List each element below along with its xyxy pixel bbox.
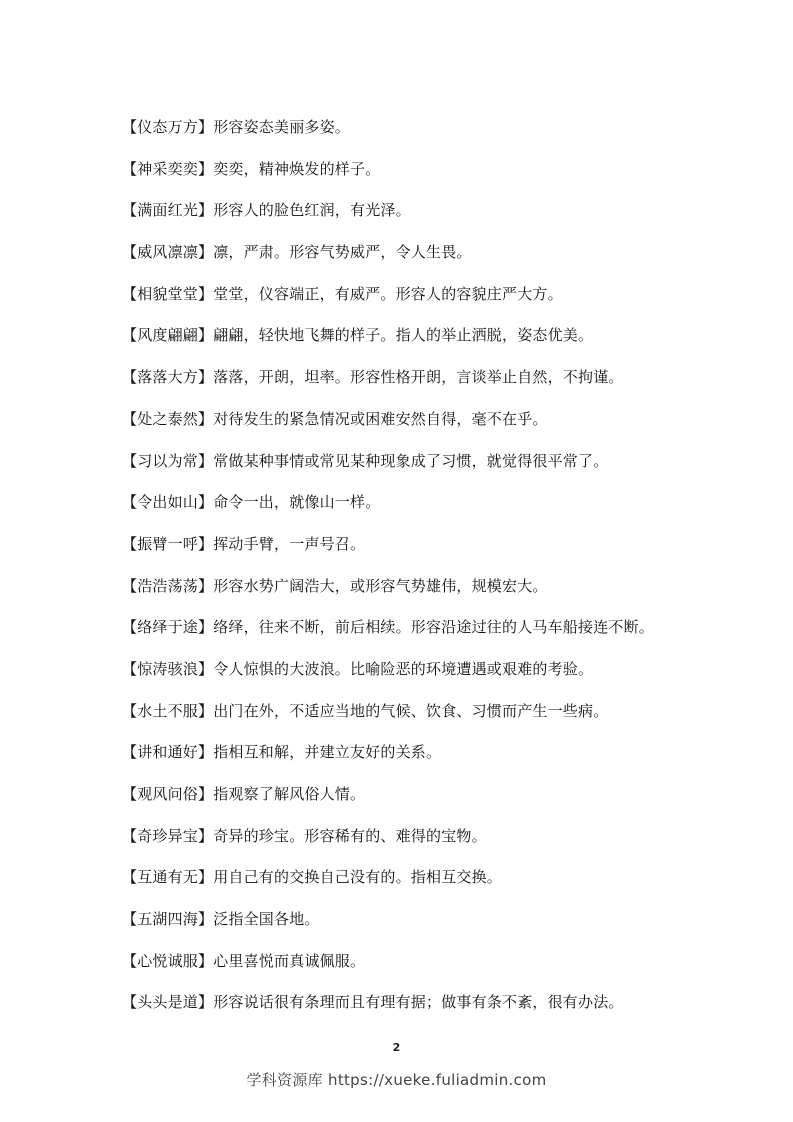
- idiom-entry: [122, 700, 762, 742]
- idiom-term: 【讲和通好】: [122, 743, 214, 762]
- idiom-term: 【奇珍异宝】: [122, 826, 214, 845]
- idiom-entry: [122, 658, 762, 700]
- idiom-entry: [122, 950, 762, 992]
- idiom-entry: [122, 866, 762, 908]
- idiom-term: 【络绎于途】: [122, 618, 214, 637]
- idiom-definition: 常做某种事情或常见某种现象成了习惯，就觉得很平常了。: [213, 451, 609, 470]
- idiom-term: 【振臂一呼】: [122, 534, 214, 553]
- idiom-entry: [122, 158, 762, 200]
- idiom-entry: [122, 908, 762, 950]
- idiom-definition: 挥动手臂，一声号召。: [213, 534, 366, 553]
- idiom-term: 【习以为常】: [122, 451, 214, 470]
- idiom-term: 【满面红光】: [122, 201, 214, 220]
- idiom-term: 【神采奕奕】: [122, 159, 214, 178]
- idiom-definition: 奇异的珍宝。形容稀有的、难得的宝物。: [213, 826, 487, 845]
- idiom-definition: 落落，开朗，坦率。形容性格开朗，言谈举止自然，不拘谨。: [213, 368, 624, 387]
- idiom-definition: 指相互和解，并建立友好的关系。: [213, 743, 442, 762]
- idiom-entry: [122, 575, 762, 617]
- idiom-list: [122, 116, 762, 1033]
- idiom-definition: 命令一出，就像山一样。: [213, 493, 381, 512]
- idiom-term: 【落落大方】: [122, 368, 214, 387]
- idiom-term: 【令出如山】: [122, 493, 214, 512]
- idiom-entry: [122, 991, 762, 1033]
- idiom-entry: [122, 408, 762, 450]
- idiom-entry: [122, 283, 762, 325]
- idiom-term: 【威风凛凛】: [122, 243, 214, 262]
- idiom-entry: [122, 741, 762, 783]
- idiom-definition: 指观察了解风俗人情。: [213, 785, 366, 803]
- idiom-entry: [122, 491, 762, 533]
- idiom-definition: 令人惊惧的大波浪。比喻险恶的环境遭遇或艰难的考验。: [213, 659, 594, 678]
- idiom-definition: 心里喜悦而真诚佩服。: [213, 951, 366, 970]
- idiom-term: 【心悦诚服】: [122, 951, 214, 970]
- idiom-term: 【浩浩荡荡】: [122, 576, 214, 595]
- idiom-term: 【头头是道】: [122, 993, 214, 1012]
- idiom-entry: [122, 616, 762, 658]
- idiom-term: 【相貌堂堂】: [122, 284, 214, 303]
- idiom-definition: 形容人的脸色红润，有光泽。: [213, 201, 411, 220]
- idiom-definition: 出门在外，不适应当地的气候、饮食、习惯而产生一些病。: [213, 701, 609, 720]
- idiom-entry: [122, 533, 762, 575]
- idiom-entry: [122, 199, 762, 241]
- idiom-definition: 奕奕，精神焕发的样子。: [213, 159, 381, 178]
- footer-watermark: 学科资源库 https://xueke.fuliadmin.com: [246, 1071, 547, 1089]
- idiom-entry: [122, 116, 762, 158]
- idiom-definition: 翩翩，轻快地飞舞的样子。指人的举止洒脱，姿态优美。: [213, 326, 594, 345]
- idiom-term: 【五湖四海】: [122, 910, 214, 929]
- idiom-entry: [122, 783, 762, 825]
- idiom-entry: [122, 324, 762, 366]
- idiom-definition: 泛指全国各地。: [213, 910, 320, 929]
- idiom-definition: 对待发生的紧急情况或困难安然自得，毫不在乎。: [213, 409, 548, 428]
- idiom-term: 【互通有无】: [122, 868, 214, 887]
- page-number: 2: [392, 1041, 401, 1054]
- idiom-entry: [122, 366, 762, 408]
- idiom-term: 【风度翩翩】: [122, 326, 214, 345]
- idiom-entry: [122, 450, 762, 492]
- idiom-entry: [122, 241, 762, 283]
- idiom-entry: [122, 825, 762, 867]
- idiom-term: 【水土不服】: [122, 701, 214, 720]
- idiom-definition: 堂堂，仪容端正，有威严。形容人的容貌庄严大方。: [213, 284, 563, 303]
- idiom-definition: 用自己有的交换自己没有的。指相互交换。: [213, 868, 503, 887]
- idiom-definition: 凛，严肃。形容气势威严，令人生畏。: [213, 243, 472, 262]
- idiom-definition: 络绎，往来不断，前后相续。形容沿途过往的人马车船接连不断。: [213, 618, 655, 637]
- idiom-definition: 形容水势广阔浩大，或形容气势雄伟，规模宏大。: [213, 576, 548, 595]
- idiom-term: 【处之泰然】: [122, 409, 214, 428]
- idiom-definition: 形容姿态美丽多姿。: [213, 118, 351, 136]
- idiom-term: 【仪态万方】: [122, 118, 214, 136]
- idiom-definition: 形容说话很有条理而且有理有据；做事有条不紊，很有办法。: [213, 993, 624, 1012]
- idiom-term: 【观风问俗】: [122, 785, 214, 803]
- idiom-term: 【惊涛骇浪】: [122, 659, 214, 678]
